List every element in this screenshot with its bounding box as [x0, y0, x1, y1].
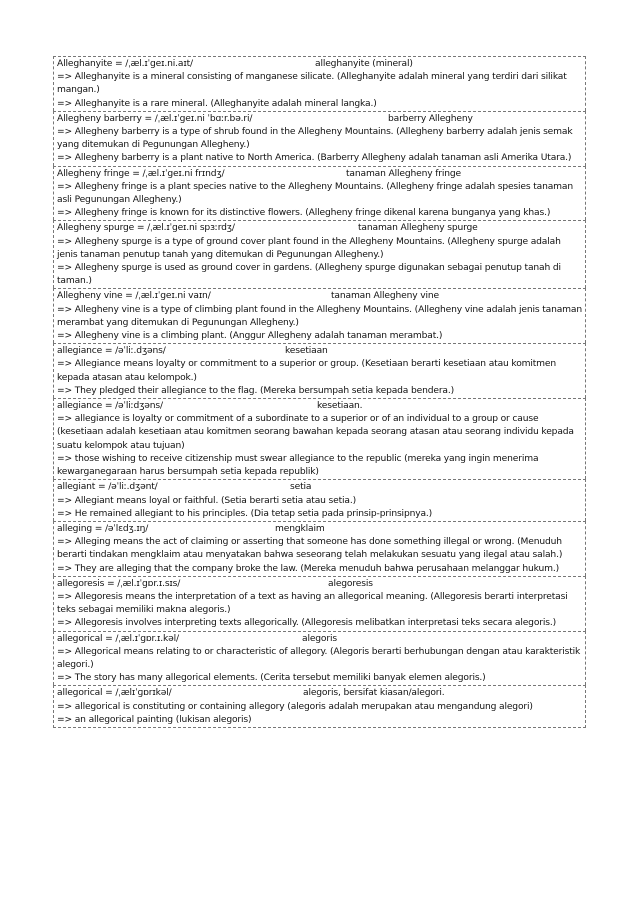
dictionary-entry	[53, 576, 586, 631]
entry-word-pronunciation: allegorical = /ˌæl.ɪˈgɒr.ɪ.kəl/	[57, 633, 179, 644]
example-sentence: => Allegiance means loyalty or commitment to a superior or group. (Kesetiaan berarti kesetiaan atau komitmen kepada atasan atau kelompok.)	[57, 359, 557, 383]
example-sentence: => The story has many allegorical elements. (Cerita tersebut memiliki banyak elemen alegoris.)	[57, 673, 486, 684]
entry-header	[57, 58, 582, 71]
entry-header	[57, 113, 582, 126]
entry-word-pronunciation: Allegheny fringe = /ˌæl.ɪˈgeɪ.ni frɪndʒ/	[57, 168, 225, 179]
entry-word-pronunciation: Alleghanyite = /ˌæl.ɪˈgeɪ.ni.aɪt/	[57, 59, 193, 69]
example-sentence: => Alleging means the act of claiming or asserting that someone has done something illegal or wrong. (Menuduh berarti tindakan mengklaim atau menyatakan bahwa seseorang telah melakukan sesuatu yang ilegal atau salah.)	[57, 537, 563, 561]
dictionary-document	[53, 56, 586, 728]
dictionary-entry	[53, 166, 586, 221]
dictionary-entry	[53, 220, 586, 288]
example-sentence: => Allegheny spurge is used as ground cover in gardens. (Allegheny spurge digunakan sebagai penutup tanah di taman.)	[57, 263, 561, 287]
example-sentence: => Allegheny fringe is a plant species native to the Allegheny Mountains. (Allegheny fringe adalah spesies tanaman asli Pegunungan Allegheny.)	[57, 181, 573, 206]
entry-word-pronunciation: Allegheny vine = /ˌæl.ɪˈgeɪ.ni vaɪn/	[57, 291, 211, 302]
example-sentence: => Allegheny barberry is a type of shrub found in the Allegheny Mountains. (Allegheny barberry adalah jenis semak yang ditemukan di Pegunungan Allegheny.)	[57, 127, 573, 151]
entry-word-pronunciation: allegorical = /ˌælɪˈɡɒrɪkəl/	[57, 688, 172, 699]
example-sentence: => Allegorical means relating to or characteristic of allegory. (Alegoris berarti berhubungan dengan atau karakteristik alegori.)	[57, 646, 581, 670]
example-sentence: => allegiance is loyalty or commitment of a subordinate to a superior or of an individual to a group or cause (kesetiaan adalah kesetiaan atau komitmen seorang bawahan kepada seorang atasan atau seorang individu kepada suatu kelompok atau tujuan)	[57, 414, 574, 451]
entry-word-pronunciation: allegoresis = /ˌæl.ɪˈgɒr.ɪ.sɪs/	[57, 578, 181, 589]
entry-header	[57, 400, 582, 413]
entry-translation: kesetiaan.	[317, 401, 363, 412]
example-sentence: => Allegoresis means the interpretation of a text as having an allegorical meaning. (Allegoresis berarti interpretasi teks sebagai memiliki makna alegoris.)	[57, 591, 568, 616]
example-sentence: => Alleghanyite is a rare mineral. (Alleghanyite adalah mineral langka.)	[57, 98, 377, 109]
entry-word-pronunciation: allegiant = /əˈliː.dʒənt/	[57, 482, 158, 493]
example-sentence: => those wishing to receive citizenship must swear allegiance to the republic (mereka yang ingin menerima kewarganegaraan harus bersumpah setia kepada republik)	[57, 453, 539, 478]
example-sentence: => Allegheny vine is a climbing plant. (Anggur Allegheny adalah tanaman merambat.)	[57, 331, 443, 342]
example-sentence: => allegorical is constituting or containing allegory (alegoris adalah merupakan atau mengandung alegori)	[57, 701, 533, 712]
dictionary-entry	[53, 685, 586, 728]
entry-word-pronunciation: allegiance = /əˈliː.dʒəns/	[57, 346, 166, 357]
entry-translation: tanaman Allegheny spurge	[358, 223, 478, 234]
entry-header	[57, 687, 582, 700]
entry-header	[57, 345, 582, 358]
example-sentence: => He remained allegiant to his principles. (Dia tetap setia pada prinsip-prinsipnya.)	[57, 508, 433, 519]
entry-translation: mengklaim	[275, 523, 325, 534]
entry-translation: tanaman Allegheny fringe	[346, 168, 461, 179]
entry-header	[57, 222, 582, 235]
dictionary-entry	[53, 398, 586, 479]
entry-translation: alleghanyite (mineral)	[315, 59, 413, 69]
entry-translation: alegoris, bersifat kiasan/alegori.	[303, 688, 445, 699]
entry-translation: barberry Allegheny	[388, 113, 473, 124]
entry-word-pronunciation: Allegheny barberry = /ˌæl.ɪˈgeɪ.ni ˈbɑːr.bə.ri/	[57, 113, 253, 124]
entry-translation: alegoresis	[328, 578, 373, 589]
example-sentence: => Allegheny spurge is a type of ground cover plant found in the Allegheny Mountains. (Allegheny spurge adalah jenis tanaman penutup tanah yang ditemukan di Pegunungan Allegheny.)	[57, 236, 561, 260]
dictionary-entry	[53, 288, 586, 343]
entry-translation: tanaman Allegheny vine	[331, 291, 439, 302]
entry-translation: kesetiaan	[285, 346, 328, 357]
entry-header	[57, 633, 582, 646]
entry-header	[57, 481, 582, 494]
entry-translation: setia	[290, 482, 312, 493]
entry-header	[57, 578, 582, 591]
example-sentence: => Alleghanyite is a mineral consisting of manganese silicate. (Alleghanyite adalah mineral yang terdiri dari silikat mangan.)	[57, 72, 567, 96]
example-sentence: => Allegheny vine is a type of climbing plant found in the Allegheny Mountains. (Allegheny vine adalah jenis tanaman merambat yang ditemukan di Pegunungan Allegheny.)	[57, 304, 582, 328]
dictionary-entry	[53, 111, 586, 166]
example-sentence: => They are alleging that the company broke the law. (Mereka menuduh bahwa perusahaan melanggar hukum.)	[57, 563, 560, 574]
dictionary-entry	[53, 521, 586, 576]
example-sentence: => They pledged their allegiance to the flag. (Mereka bersumpah setia kepada bendera.)	[57, 385, 455, 396]
dictionary-entry	[53, 631, 586, 686]
entry-word-pronunciation: Allegheny spurge = /ˌæl.ɪˈgeɪ.ni spɜːrdʒ/	[57, 223, 235, 234]
example-sentence: => Allegiant means loyal or faithful. (Setia berarti setia atau setia.)	[57, 495, 357, 506]
dictionary-entry	[53, 343, 586, 398]
entry-translation: alegoris	[302, 633, 337, 644]
entry-header	[57, 168, 582, 181]
dictionary-entry	[53, 56, 586, 111]
example-sentence: => Allegheny barberry is a plant native to North America. (Barberry Allegheny adalah tanaman asli Amerika Utara.)	[57, 153, 572, 164]
example-sentence: => Allegheny fringe is known for its distinctive flowers. (Allegheny fringe dikenal karena bunganya yang khas.)	[57, 208, 551, 219]
entry-word-pronunciation: alleging = /əˈlɛdʒ.ɪŋ/	[57, 523, 149, 534]
example-sentence: => an allegorical painting (lukisan alegoris)	[57, 714, 252, 725]
example-sentence: => Allegoresis involves interpreting texts allegorically. (Allegoresis melibatkan interpretasi teks secara alegoris.)	[57, 618, 556, 629]
entry-header	[57, 290, 582, 303]
entry-word-pronunciation: allegiance = /əˈliːdʒəns/	[57, 401, 163, 412]
dictionary-entry	[53, 479, 586, 521]
entry-header	[57, 523, 582, 536]
